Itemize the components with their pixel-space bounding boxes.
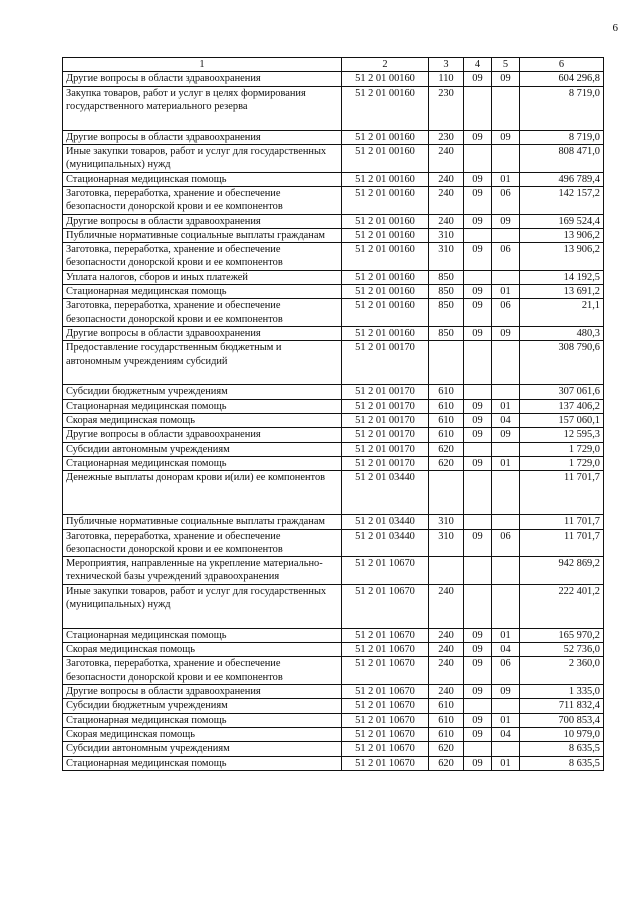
subsection-code-cell <box>492 471 520 515</box>
table-row <box>63 399 604 413</box>
section-code-cell: 09 <box>464 756 492 770</box>
amount-cell: 480,3 <box>520 327 604 341</box>
item-name-cell: Стационарная медицинская помощь <box>63 628 342 642</box>
subsection-code-cell: 09 <box>492 214 520 228</box>
expense-type-code-cell: 240 <box>429 172 464 186</box>
section-code-cell <box>464 228 492 242</box>
target-article-code-cell: 51 2 01 00160 <box>342 285 429 299</box>
section-code-cell: 09 <box>464 299 492 327</box>
target-article-code-cell: 51 2 01 10670 <box>342 756 429 770</box>
section-code-cell <box>464 515 492 529</box>
subsection-code-cell <box>492 742 520 756</box>
subsection-code-cell <box>492 442 520 456</box>
section-code-cell <box>464 270 492 284</box>
amount-cell: 1 729,0 <box>520 442 604 456</box>
subsection-code-cell: 04 <box>492 643 520 657</box>
expense-type-code-cell: 620 <box>429 756 464 770</box>
expense-type-code-cell: 240 <box>429 657 464 685</box>
subsection-code-cell <box>492 584 520 628</box>
target-article-code-cell: 51 2 01 03440 <box>342 529 429 557</box>
expense-type-code-cell: 310 <box>429 515 464 529</box>
expense-type-code-cell: 310 <box>429 243 464 271</box>
table-row <box>63 86 604 130</box>
target-article-code-cell: 51 2 01 03440 <box>342 515 429 529</box>
amount-cell: 8 719,0 <box>520 130 604 144</box>
subsection-code-cell: 04 <box>492 413 520 427</box>
target-article-code-cell: 51 2 01 00160 <box>342 72 429 86</box>
section-code-cell: 09 <box>464 685 492 699</box>
table-row <box>63 228 604 242</box>
section-code-cell <box>464 557 492 585</box>
expense-type-code-cell: 240 <box>429 186 464 214</box>
amount-cell: 10 979,0 <box>520 727 604 741</box>
item-name-cell: Субсидии бюджетным учреждениям <box>63 385 342 399</box>
target-article-code-cell: 51 2 01 00160 <box>342 172 429 186</box>
target-article-code-cell: 51 2 01 10670 <box>342 727 429 741</box>
section-code-cell: 09 <box>464 72 492 86</box>
expense-type-code-cell: 230 <box>429 130 464 144</box>
expense-type-code-cell: 850 <box>429 270 464 284</box>
expense-type-code-cell: 240 <box>429 144 464 172</box>
target-article-code-cell: 51 2 01 00160 <box>342 130 429 144</box>
table-row <box>63 144 604 172</box>
amount-cell: 13 906,2 <box>520 243 604 271</box>
subsection-code-cell <box>492 341 520 385</box>
target-article-code-cell: 51 2 01 00160 <box>342 243 429 271</box>
expense-type-code-cell: 310 <box>429 529 464 557</box>
target-article-code-cell: 51 2 01 00160 <box>342 299 429 327</box>
table-row <box>63 584 604 628</box>
expense-type-code-cell: 240 <box>429 584 464 628</box>
item-name-cell: Заготовка, переработка, хранение и обеспечение безопасности донорской крови и ее компонентов <box>63 657 342 685</box>
item-name-cell: Субсидии автономным учреждениям <box>63 742 342 756</box>
subsection-code-cell: 01 <box>492 456 520 470</box>
column-header: 2 <box>342 58 429 72</box>
subsection-code-cell: 01 <box>492 172 520 186</box>
amount-cell: 21,1 <box>520 299 604 327</box>
section-code-cell: 09 <box>464 243 492 271</box>
expense-type-code-cell: 610 <box>429 727 464 741</box>
subsection-code-cell: 09 <box>492 130 520 144</box>
section-code-cell: 09 <box>464 529 492 557</box>
amount-cell: 2 360,0 <box>520 657 604 685</box>
section-code-cell: 09 <box>464 285 492 299</box>
item-name-cell: Скорая медицинская помощь <box>63 413 342 427</box>
target-article-code-cell: 51 2 01 10670 <box>342 643 429 657</box>
expense-type-code-cell: 610 <box>429 385 464 399</box>
subsection-code-cell: 09 <box>492 72 520 86</box>
amount-cell: 11 701,7 <box>520 529 604 557</box>
section-code-cell: 09 <box>464 657 492 685</box>
amount-cell: 496 789,4 <box>520 172 604 186</box>
section-code-cell <box>464 385 492 399</box>
section-code-cell <box>464 699 492 713</box>
amount-cell: 711 832,4 <box>520 699 604 713</box>
section-code-cell: 09 <box>464 214 492 228</box>
item-name-cell: Субсидии автономным учреждениям <box>63 442 342 456</box>
amount-cell: 157 060,1 <box>520 413 604 427</box>
expense-type-code-cell <box>429 471 464 515</box>
amount-cell: 13 691,2 <box>520 285 604 299</box>
target-article-code-cell: 51 2 01 10670 <box>342 742 429 756</box>
table-row <box>63 285 604 299</box>
expense-type-code-cell: 240 <box>429 685 464 699</box>
subsection-code-cell: 01 <box>492 285 520 299</box>
target-article-code-cell: 51 2 01 00160 <box>342 270 429 284</box>
item-name-cell: Другие вопросы в области здравоохранения <box>63 327 342 341</box>
subsection-code-cell <box>492 699 520 713</box>
expense-type-code-cell: 110 <box>429 72 464 86</box>
table-row <box>63 130 604 144</box>
amount-cell: 1 729,0 <box>520 456 604 470</box>
item-name-cell: Иные закупки товаров, работ и услуг для государственных (муниципальных) нужд <box>63 144 342 172</box>
amount-cell: 8 635,5 <box>520 742 604 756</box>
target-article-code-cell: 51 2 01 10670 <box>342 699 429 713</box>
header-row <box>63 58 604 72</box>
amount-cell: 8 635,5 <box>520 756 604 770</box>
expense-type-code-cell: 610 <box>429 413 464 427</box>
column-header: 4 <box>464 58 492 72</box>
table-row <box>63 327 604 341</box>
table-header <box>63 58 604 72</box>
expense-type-code-cell <box>429 557 464 585</box>
target-article-code-cell: 51 2 01 00170 <box>342 428 429 442</box>
expense-type-code-cell: 610 <box>429 428 464 442</box>
target-article-code-cell: 51 2 01 00160 <box>342 214 429 228</box>
expense-type-code-cell: 620 <box>429 456 464 470</box>
amount-cell: 1 335,0 <box>520 685 604 699</box>
section-code-cell: 09 <box>464 186 492 214</box>
subsection-code-cell: 04 <box>492 727 520 741</box>
table-row <box>63 214 604 228</box>
column-header: 5 <box>492 58 520 72</box>
subsection-code-cell <box>492 228 520 242</box>
table-row <box>63 299 604 327</box>
expense-type-code-cell <box>429 341 464 385</box>
item-name-cell: Другие вопросы в области здравоохранения <box>63 214 342 228</box>
table-row <box>63 385 604 399</box>
subsection-code-cell: 06 <box>492 243 520 271</box>
table-row <box>63 442 604 456</box>
expense-type-code-cell: 610 <box>429 699 464 713</box>
amount-cell: 700 853,4 <box>520 713 604 727</box>
amount-cell: 604 296,8 <box>520 72 604 86</box>
expense-type-code-cell: 850 <box>429 299 464 327</box>
target-article-code-cell: 51 2 01 00170 <box>342 442 429 456</box>
subsection-code-cell: 06 <box>492 529 520 557</box>
column-header: 6 <box>520 58 604 72</box>
target-article-code-cell: 51 2 01 00170 <box>342 399 429 413</box>
subsection-code-cell: 01 <box>492 713 520 727</box>
item-name-cell: Заготовка, переработка, хранение и обеспечение безопасности донорской крови и ее компонентов <box>63 186 342 214</box>
item-name-cell: Публичные нормативные социальные выплаты гражданам <box>63 515 342 529</box>
item-name-cell: Предоставление государственным бюджетным и автономным учреждениям субсидий <box>63 341 342 385</box>
subsection-code-cell: 06 <box>492 299 520 327</box>
amount-cell: 307 061,6 <box>520 385 604 399</box>
target-article-code-cell: 51 2 01 00170 <box>342 385 429 399</box>
item-name-cell: Стационарная медицинская помощь <box>63 172 342 186</box>
table-row <box>63 428 604 442</box>
expense-type-code-cell: 240 <box>429 643 464 657</box>
page-number: 6 <box>612 22 618 34</box>
subsection-code-cell <box>492 270 520 284</box>
target-article-code-cell: 51 2 01 10670 <box>342 713 429 727</box>
subsection-code-cell: 06 <box>492 186 520 214</box>
subsection-code-cell: 09 <box>492 428 520 442</box>
table-row <box>63 456 604 470</box>
amount-cell: 808 471,0 <box>520 144 604 172</box>
amount-cell: 11 701,7 <box>520 471 604 515</box>
table-row <box>63 643 604 657</box>
table-body <box>63 72 604 771</box>
target-article-code-cell: 51 2 01 00160 <box>342 228 429 242</box>
amount-cell: 13 906,2 <box>520 228 604 242</box>
table-row <box>63 515 604 529</box>
subsection-code-cell <box>492 144 520 172</box>
section-code-cell <box>464 86 492 130</box>
amount-cell: 8 719,0 <box>520 86 604 130</box>
item-name-cell: Другие вопросы в области здравоохранения <box>63 130 342 144</box>
section-code-cell: 09 <box>464 172 492 186</box>
subsection-code-cell: 01 <box>492 628 520 642</box>
target-article-code-cell: 51 2 01 10670 <box>342 557 429 585</box>
section-code-cell: 09 <box>464 413 492 427</box>
section-code-cell <box>464 144 492 172</box>
item-name-cell: Стационарная медицинская помощь <box>63 756 342 770</box>
amount-cell: 308 790,6 <box>520 341 604 385</box>
subsection-code-cell: 01 <box>492 756 520 770</box>
subsection-code-cell <box>492 515 520 529</box>
expense-type-code-cell: 240 <box>429 628 464 642</box>
section-code-cell: 09 <box>464 428 492 442</box>
subsection-code-cell <box>492 385 520 399</box>
item-name-cell: Другие вопросы в области здравоохранения <box>63 72 342 86</box>
table-row <box>63 186 604 214</box>
table-row <box>63 341 604 385</box>
amount-cell: 142 157,2 <box>520 186 604 214</box>
section-code-cell <box>464 471 492 515</box>
item-name-cell: Скорая медицинская помощь <box>63 643 342 657</box>
item-name-cell: Заготовка, переработка, хранение и обеспечение безопасности донорской крови и ее компонентов <box>63 529 342 557</box>
section-code-cell: 09 <box>464 727 492 741</box>
section-code-cell: 09 <box>464 399 492 413</box>
amount-cell: 165 970,2 <box>520 628 604 642</box>
target-article-code-cell: 51 2 01 00160 <box>342 327 429 341</box>
subsection-code-cell: 09 <box>492 685 520 699</box>
expense-type-code-cell: 230 <box>429 86 464 130</box>
expense-type-code-cell: 620 <box>429 742 464 756</box>
section-code-cell: 09 <box>464 643 492 657</box>
expense-type-code-cell: 850 <box>429 285 464 299</box>
target-article-code-cell: 51 2 01 10670 <box>342 628 429 642</box>
item-name-cell: Другие вопросы в области здравоохранения <box>63 685 342 699</box>
item-name-cell: Публичные нормативные социальные выплаты гражданам <box>63 228 342 242</box>
amount-cell: 14 192,5 <box>520 270 604 284</box>
section-code-cell <box>464 742 492 756</box>
column-header: 3 <box>429 58 464 72</box>
table-row <box>63 243 604 271</box>
table-row <box>63 699 604 713</box>
target-article-code-cell: 51 2 01 00160 <box>342 144 429 172</box>
table-row <box>63 657 604 685</box>
subsection-code-cell: 09 <box>492 327 520 341</box>
item-name-cell: Стационарная медицинская помощь <box>63 456 342 470</box>
amount-cell: 11 701,7 <box>520 515 604 529</box>
item-name-cell: Закупка товаров, работ и услуг в целях формирования государственного материального резерва <box>63 86 342 130</box>
target-article-code-cell: 51 2 01 10670 <box>342 657 429 685</box>
table-row <box>63 628 604 642</box>
expense-type-code-cell: 620 <box>429 442 464 456</box>
item-name-cell: Другие вопросы в области здравоохранения <box>63 428 342 442</box>
amount-cell: 169 524,4 <box>520 214 604 228</box>
item-name-cell: Стационарная медицинская помощь <box>63 285 342 299</box>
item-name-cell: Иные закупки товаров, работ и услуг для государственных (муниципальных) нужд <box>63 584 342 628</box>
table-row <box>63 685 604 699</box>
target-article-code-cell: 51 2 01 03440 <box>342 471 429 515</box>
table-row <box>63 756 604 770</box>
subsection-code-cell <box>492 557 520 585</box>
target-article-code-cell: 51 2 01 00170 <box>342 456 429 470</box>
table-row <box>63 471 604 515</box>
item-name-cell: Уплата налогов, сборов и иных платежей <box>63 270 342 284</box>
table-row <box>63 713 604 727</box>
section-code-cell: 09 <box>464 327 492 341</box>
amount-cell: 942 869,2 <box>520 557 604 585</box>
amount-cell: 137 406,2 <box>520 399 604 413</box>
expense-type-code-cell: 850 <box>429 327 464 341</box>
subsection-code-cell: 06 <box>492 657 520 685</box>
section-code-cell <box>464 584 492 628</box>
amount-cell: 52 736,0 <box>520 643 604 657</box>
table-row <box>63 742 604 756</box>
expense-type-code-cell: 610 <box>429 399 464 413</box>
target-article-code-cell: 51 2 01 10670 <box>342 584 429 628</box>
item-name-cell: Скорая медицинская помощь <box>63 727 342 741</box>
expense-type-code-cell: 610 <box>429 713 464 727</box>
target-article-code-cell: 51 2 01 00160 <box>342 86 429 130</box>
subsection-code-cell <box>492 86 520 130</box>
item-name-cell: Мероприятия, направленные на укрепление материально-технической базы учреждений здравоохранения <box>63 557 342 585</box>
amount-cell: 222 401,2 <box>520 584 604 628</box>
section-code-cell: 09 <box>464 130 492 144</box>
amount-cell: 12 595,3 <box>520 428 604 442</box>
section-code-cell: 09 <box>464 713 492 727</box>
target-article-code-cell: 51 2 01 00160 <box>342 186 429 214</box>
item-name-cell: Субсидии бюджетным учреждениям <box>63 699 342 713</box>
table-row <box>63 270 604 284</box>
budget-table <box>62 57 604 771</box>
item-name-cell: Стационарная медицинская помощь <box>63 713 342 727</box>
subsection-code-cell: 01 <box>492 399 520 413</box>
target-article-code-cell: 51 2 01 00170 <box>342 413 429 427</box>
table-row <box>63 727 604 741</box>
item-name-cell: Заготовка, переработка, хранение и обеспечение безопасности донорской крови и ее компонентов <box>63 299 342 327</box>
table-row <box>63 529 604 557</box>
target-article-code-cell: 51 2 01 00170 <box>342 341 429 385</box>
table-row <box>63 72 604 86</box>
column-header: 1 <box>63 58 342 72</box>
table-row <box>63 172 604 186</box>
item-name-cell: Стационарная медицинская помощь <box>63 399 342 413</box>
table-row <box>63 413 604 427</box>
target-article-code-cell: 51 2 01 10670 <box>342 685 429 699</box>
item-name-cell: Денежные выплаты донорам крови и(или) ее компонентов <box>63 471 342 515</box>
table-row <box>63 557 604 585</box>
item-name-cell: Заготовка, переработка, хранение и обеспечение безопасности донорской крови и ее компонентов <box>63 243 342 271</box>
expense-type-code-cell: 240 <box>429 214 464 228</box>
section-code-cell: 09 <box>464 456 492 470</box>
expense-type-code-cell: 310 <box>429 228 464 242</box>
section-code-cell: 09 <box>464 628 492 642</box>
section-code-cell <box>464 442 492 456</box>
section-code-cell <box>464 341 492 385</box>
